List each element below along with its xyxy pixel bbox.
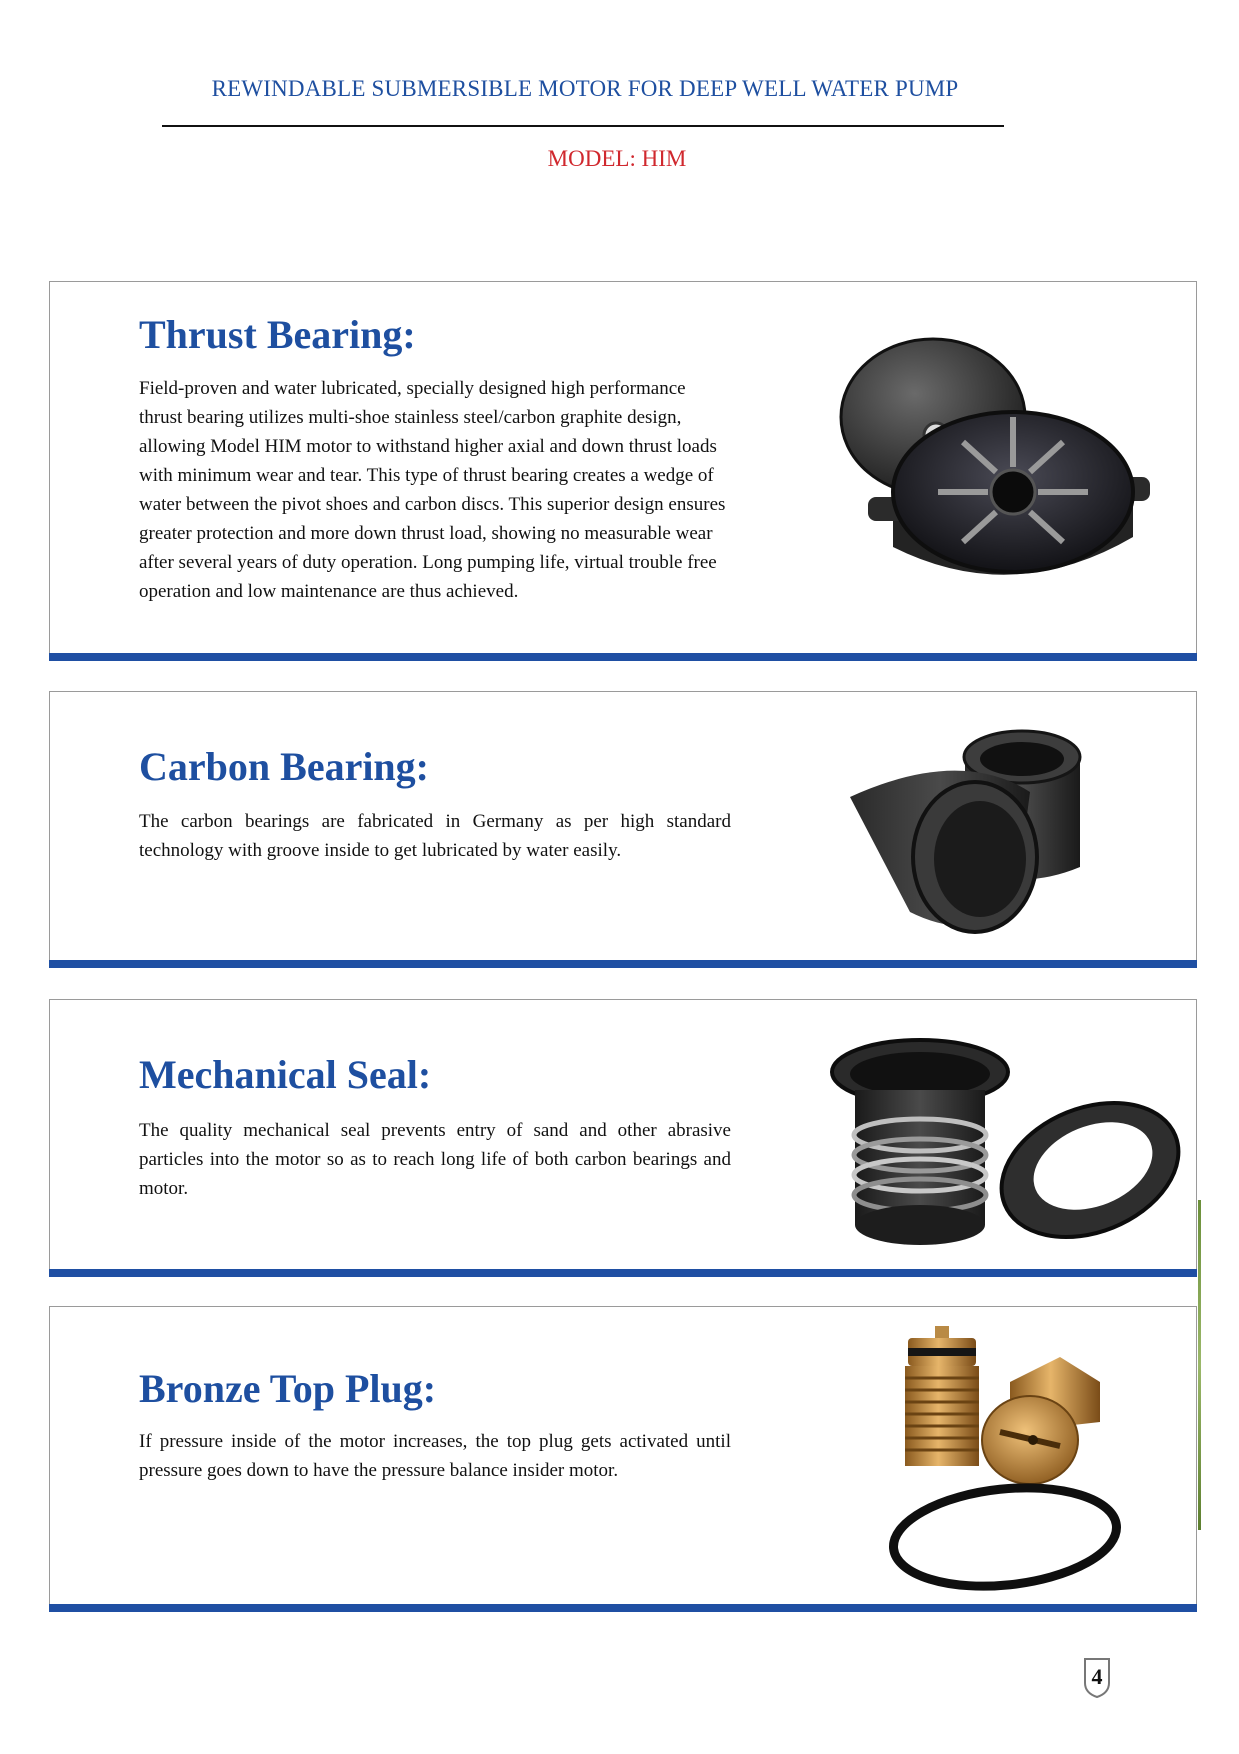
section-carbon-bearing <box>49 691 1197 968</box>
section-bronze-top-plug <box>49 1306 1197 1612</box>
header-divider <box>162 125 1004 127</box>
section-text: If pressure inside of the motor increases, the top plug gets activated until pressure goes down to have the pressure balance insider motor. <box>139 1431 731 1481</box>
section-bottom-bar <box>49 960 1197 968</box>
section-title: Carbon Bearing: <box>139 744 429 789</box>
section-bottom-bar <box>49 1604 1197 1612</box>
bronze-top-plug-image <box>860 1322 1160 1597</box>
section-mechanical-seal <box>49 999 1197 1277</box>
section-text: Field-proven and water lubricated, specially designed high performance thrust bearing utilizes multi-shoe stainless steel/carbon graphite design, allowing Model HIM motor to withstand higher axial and down thrust loads with minimum wear and tear. This type of thrust bearing creates a wedge of water between the pivot shoes and carbon discs. This superior design ensures greater protection and more down thrust load, showing no measurable wear after several years of duty operation. Long pumping life, virtual trouble free operation and low maintenance are thus achieved. <box>139 378 726 602</box>
section-title: Bronze Top Plug: <box>139 1366 437 1411</box>
section-bottom-bar <box>49 653 1197 661</box>
page-number: 4 <box>1091 1664 1103 1689</box>
document-title: REWINDABLE SUBMERSIBLE MOTOR FOR DEEP WELL WATER PUMP <box>211 76 959 101</box>
section-title: Thrust Bearing: <box>139 312 416 357</box>
thrust-bearing-image <box>828 337 1188 597</box>
section-bottom-bar <box>49 1269 1197 1277</box>
mechanical-seal-image <box>825 1030 1200 1270</box>
model-label: MODEL: HIM <box>547 146 687 171</box>
section-title: Mechanical Seal: <box>139 1052 432 1097</box>
section-text: The quality mechanical seal prevents entry of sand and other abrasive particles into the motor so as to reach long life of both carbon bearings and motor. <box>139 1120 731 1199</box>
section-text: The carbon bearings are fabricated in Germany as per high standard technology with groove inside to get lubricated by water easily. <box>139 811 731 861</box>
edge-decoration <box>1198 1200 1201 1530</box>
carbon-bearing-image <box>830 727 1190 952</box>
page-number-badge <box>1081 1655 1113 1699</box>
section-thrust-bearing <box>49 281 1197 661</box>
